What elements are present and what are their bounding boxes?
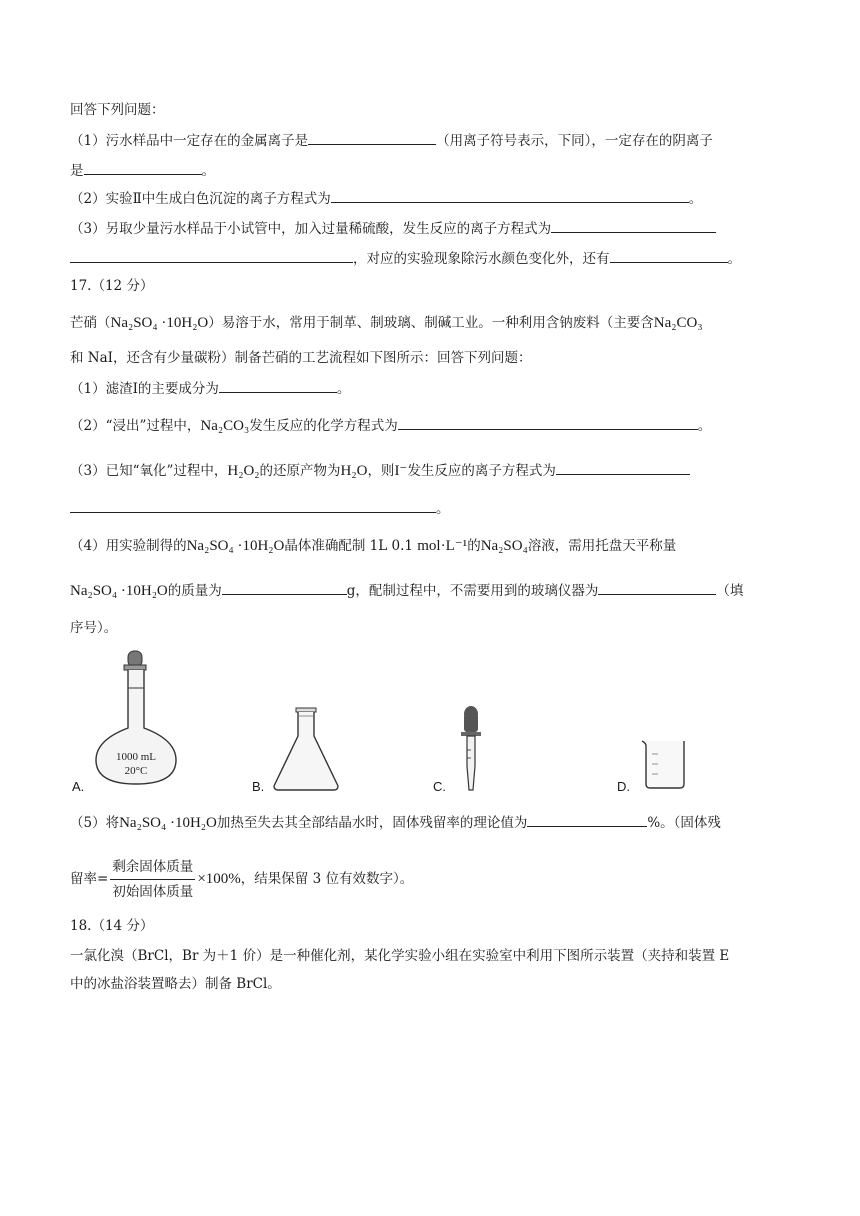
q16-p2-text-b: 。	[688, 191, 703, 207]
q17-p4-text-e: 的质量为	[167, 583, 222, 599]
flask-temp-label: 20°C	[124, 765, 148, 777]
q16-p3-answer-blank-3[interactable]	[610, 248, 728, 263]
beaker-figure	[640, 738, 688, 790]
q16-p1-answer-blank-2[interactable]	[84, 160, 202, 175]
q17-intro-line2: 和 NaI，还含有少量碳粉）制备芒硝的工艺流程如下图所示：回答下列问题：	[70, 350, 532, 366]
q16-p1-text-b: （用离子符号表示，下同），一定存在的阴离子	[436, 133, 713, 149]
q17-p5-formula: Na₂SO₄ ·10H₂O	[119, 815, 217, 831]
option-b-label: B.	[252, 779, 265, 794]
q18-header: 18.（14 分）	[70, 918, 154, 934]
q17-p1-text-a: （1）滤渣Ⅰ的主要成分为	[70, 381, 219, 397]
dropper-figure	[458, 704, 484, 794]
q17-p4-formula-1: Na₂SO₄ ·10H₂O	[186, 538, 285, 554]
q16-part1-line1	[70, 130, 713, 151]
flask-volume-label: 1000 mL	[115, 751, 157, 763]
q17-part2	[70, 415, 711, 436]
q17-p1-answer-blank[interactable]	[219, 378, 337, 393]
q16-p2-text-a: （2）实验Ⅱ中生成白色沉淀的离子方程式为	[70, 191, 331, 207]
residue-rate-fraction	[110, 856, 195, 903]
q17-p2-text-c: 。	[697, 418, 712, 434]
q16-intro: 回答下列问题：	[70, 102, 165, 118]
q17-part4-line1	[70, 536, 676, 556]
q17-part5-line2	[70, 856, 413, 903]
q17-p4-text-b: 晶体准确配制 1L 0.1	[284, 538, 413, 554]
q17-p5-text-f: ，结果保留 3 位有效数字）。	[240, 871, 414, 887]
q17-intro-text-b: ）易溶于水，常用于制革、制玻璃、制碱工业。一种利用含钠废料（主要含	[208, 315, 654, 331]
volumetric-flask-figure	[90, 648, 182, 788]
q17-p3-text-b: 的还原产物为	[259, 463, 341, 479]
q17-p3-formula-iodide: I⁻	[394, 463, 408, 479]
q17-p4-formula-3: Na₂SO₄ ·10H₂O	[70, 583, 168, 599]
q17-p5-text-b: 加热至失去其全部结晶水时，固体残留率的理论值为	[216, 815, 528, 831]
q17-intro-text-a: 芒硝（	[70, 315, 111, 331]
q17-p2-text-b: 发生反应的化学方程式为	[249, 418, 398, 434]
q16-p3-text-a: （3）另取少量污水样品于小试管中，加入过量稀硫酸，发生反应的离子方程式为	[70, 221, 552, 237]
q17-p3-text-c: ，则	[367, 463, 395, 479]
q16-p1-text-c: 是	[70, 163, 84, 179]
q17-p5-answer-blank[interactable]	[527, 812, 647, 827]
q17-p3-formula-h2o2: H₂O₂	[227, 463, 260, 479]
q16-p3-answer-blank-1[interactable]	[551, 218, 716, 233]
q16-p3-text-c: 。	[727, 251, 741, 267]
q16-p1-text-a: （1）污水样品中一定存在的金属离子是	[70, 133, 309, 149]
q17-part4-line2	[70, 580, 743, 601]
erlenmeyer-flask-figure	[270, 706, 342, 792]
q17-p4-answer-blank-2[interactable]	[598, 580, 716, 595]
q17-p5-text-d: 留率=	[70, 871, 109, 887]
q17-p4-unit: mol·L⁻¹	[417, 538, 468, 554]
q17-p4-text-d: 溶液，需用托盘天平称量	[527, 538, 677, 554]
q17-p3-text-e: 。	[436, 501, 450, 517]
q17-p4-formula-2: Na₂SO₄	[480, 538, 528, 554]
q17-p3-text-a: （3）已知“氧化”过程中，	[70, 463, 228, 479]
q17-intro-formula: Na₂SO₄ ·10H₂O	[110, 315, 209, 331]
q17-p4-text-c: 的	[467, 538, 481, 554]
q16-p3-text-b: ，对应的实验现象除污水颜色变化外，还有	[353, 251, 610, 267]
option-d-label: D.	[617, 779, 630, 794]
q18-intro-line1: 一氯化溴（BrCl，Br 为＋1 价）是一种催化剂，某化学实验小组在实验室中利用下图所示装置（夹持和装置 E	[70, 948, 730, 964]
q16-part1-line2	[70, 160, 215, 181]
q17-p2-answer-blank[interactable]	[398, 415, 698, 430]
q17-p5-percent: ×100%	[197, 871, 241, 887]
q17-p5-text-c: %。（固体残	[647, 815, 721, 831]
q17-part3-line1	[70, 460, 690, 481]
q16-p3-answer-blank-2[interactable]	[70, 248, 353, 263]
q16-p2-answer-blank[interactable]	[331, 188, 689, 203]
q17-part3-line2	[70, 498, 450, 519]
q16-part3-line2	[70, 248, 741, 269]
q17-p5-text-a: （5）将	[70, 815, 120, 831]
option-c-label: C.	[433, 779, 446, 794]
q17-p1-text-b: 。	[336, 381, 351, 397]
q17-p2-text-a: （2）“浸出”过程中，	[70, 418, 201, 434]
q17-part1	[70, 378, 350, 399]
q17-intro-line1	[70, 313, 703, 333]
q17-p4-answer-blank-1[interactable]	[222, 580, 347, 595]
q17-p4-text-h: （填	[716, 583, 744, 599]
q16-part3-line1	[70, 218, 716, 239]
q17-p4-text-g: g，配制过程中，不需要用到的玻璃仪器为	[346, 583, 599, 599]
q17-p3-answer-blank-1[interactable]	[556, 460, 690, 475]
q17-part5-line1	[70, 812, 721, 833]
q17-p4-text-a: （4）用实验制得的	[70, 538, 187, 554]
q16-p1-text-d: 。	[201, 163, 215, 179]
fraction-denominator: 初始固体质量	[112, 884, 194, 900]
q18-intro-line2: 中的冰盐浴装置略去）制备 BrCl。	[70, 976, 281, 992]
q17-part4-line3: 序号）。	[70, 620, 118, 636]
q16-part2	[70, 188, 702, 209]
q17-p3-answer-blank-2[interactable]	[70, 498, 436, 513]
q17-p2-formula: Na₂CO₃	[200, 418, 250, 434]
q17-p3-text-d: 发生反应的离子方程式为	[407, 463, 556, 479]
fraction-numerator: 剩余固体质量	[110, 856, 195, 880]
q17-p3-formula-h2o: H₂O	[340, 463, 368, 479]
q17-intro-formula-2: Na₂CO₃	[653, 315, 703, 331]
q16-p1-answer-blank-1[interactable]	[308, 130, 436, 145]
option-a-label: A.	[72, 779, 85, 794]
q17-header: 17.（12 分）	[70, 278, 154, 294]
